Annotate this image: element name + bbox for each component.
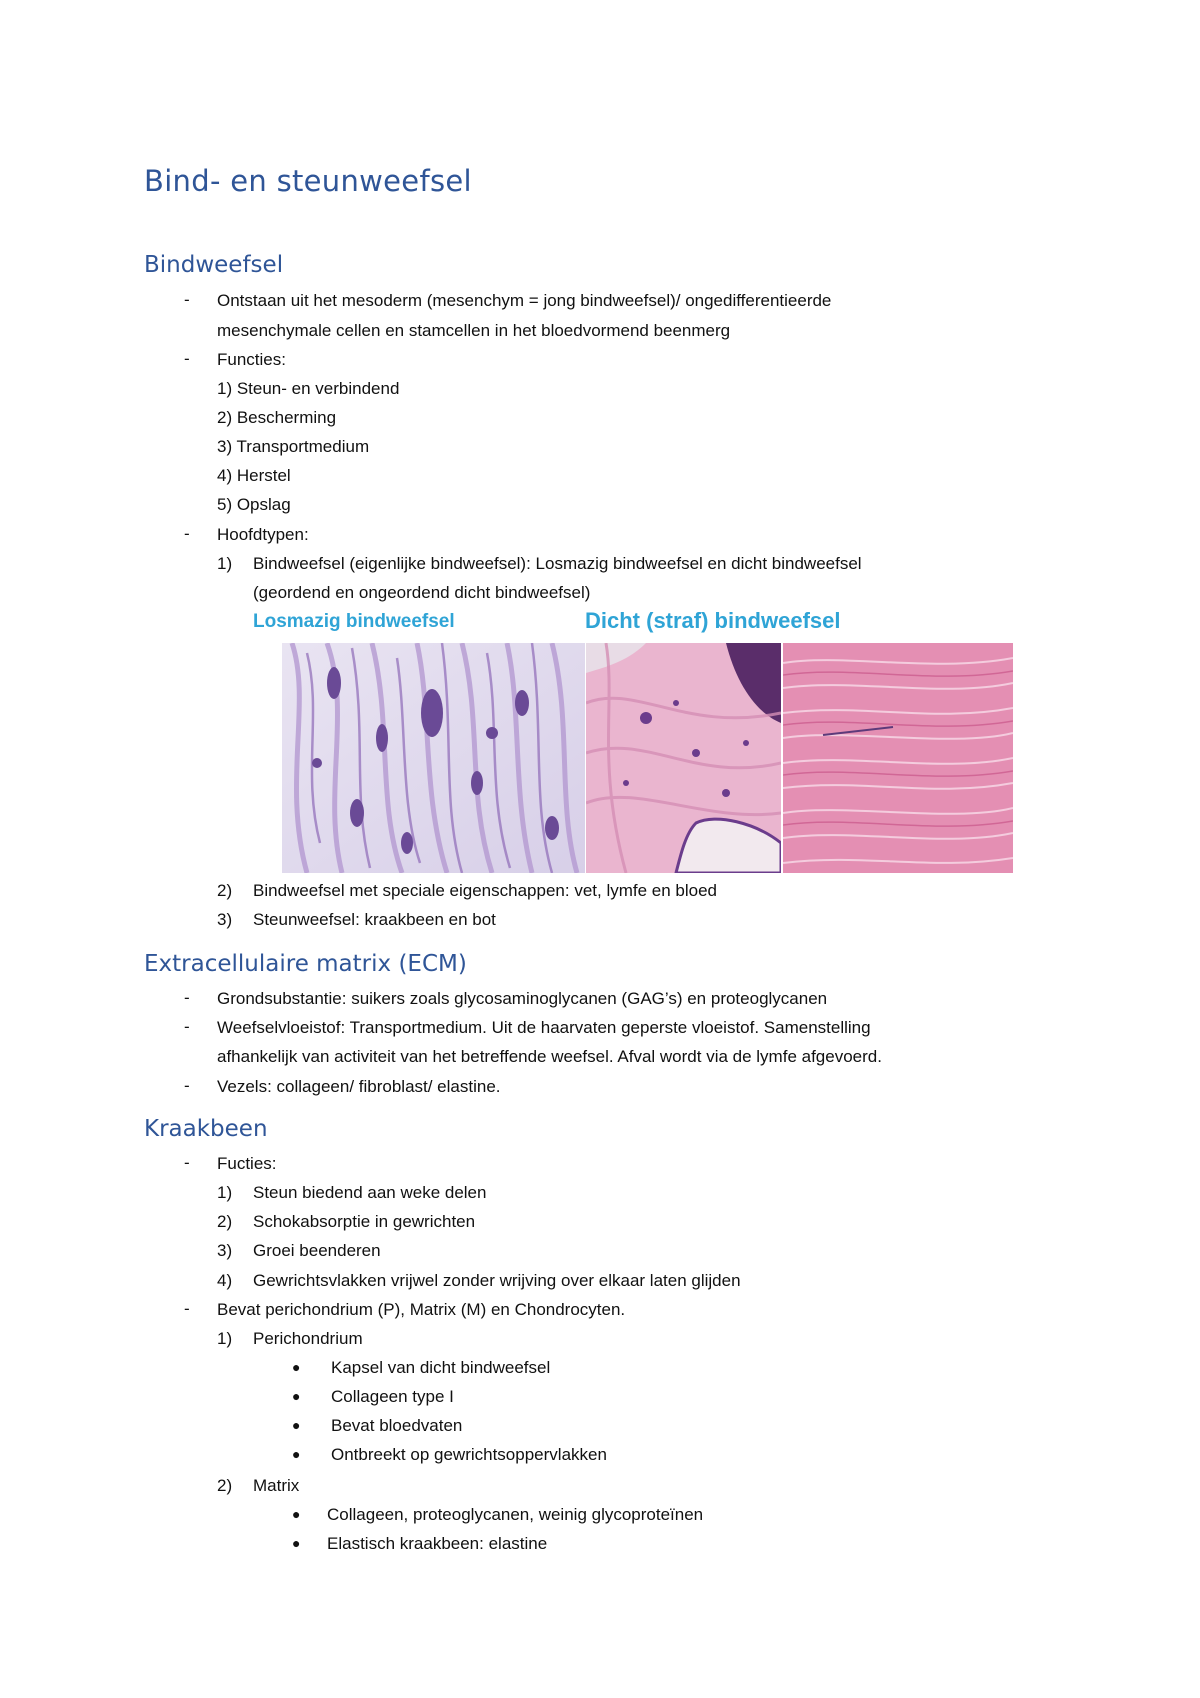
list-item: Ontstaan uit het mesoderm (mesenchym = jong bindweefsel)/ ongedifferentieerde	[217, 291, 832, 310]
subsection-label: Matrix	[253, 1476, 300, 1495]
list-number: 3)	[217, 1241, 233, 1260]
list-item: Fucties:	[217, 1154, 277, 1173]
function-item: Groei beenderen	[253, 1241, 381, 1260]
list-number: 2)	[217, 1212, 233, 1231]
bullet: ●	[292, 1359, 301, 1375]
list-dash: -	[184, 1017, 190, 1036]
list-number: 2)	[217, 881, 233, 900]
image-caption-dense: Dicht (straf) bindweefsel	[585, 608, 841, 633]
list-dash: -	[184, 1076, 190, 1095]
list-dash: -	[184, 1153, 190, 1172]
list-dash: -	[184, 290, 190, 309]
bullet-item: Elastisch kraakbeen: elastine	[327, 1534, 548, 1553]
list-number: 1)	[217, 1183, 233, 1202]
bullet: ●	[292, 1446, 301, 1462]
list-number: 1)	[217, 1329, 233, 1348]
image-caption-loose: Losmazig bindweefsel	[253, 611, 455, 632]
function-item: Schokabsorptie in gewrichten	[253, 1212, 476, 1231]
heading-ecm: Extracellulaire matrix (ECM)	[144, 951, 467, 977]
bullet-item: Ontbreekt op gewrichtsoppervlakken	[331, 1445, 607, 1464]
function-item: Gewrichtsvlakken vrijwel zonder wrijving over elkaar laten glijden	[253, 1271, 741, 1290]
list-item: Vezels: collageen/ fibroblast/ elastine.	[217, 1077, 501, 1096]
bullet: ●	[292, 1506, 301, 1522]
histology-image-loose	[282, 643, 585, 873]
list-item: Bevat perichondrium (P), Matrix (M) en Chondrocyten.	[217, 1300, 626, 1319]
bullet: ●	[292, 1535, 301, 1551]
list-item: Hoofdtypen:	[217, 525, 309, 544]
bullet-item: Collageen type I	[331, 1387, 454, 1406]
heading-bindweefsel: Bindweefsel	[144, 252, 284, 278]
document-title: Bind- en steunweefsel	[144, 164, 472, 198]
list-dash: -	[184, 349, 190, 368]
function-item: 4) Herstel	[217, 466, 291, 485]
list-number: 3)	[217, 910, 233, 929]
heading-kraakbeen: Kraakbeen	[144, 1116, 268, 1142]
histology-image-dense-regular	[783, 643, 1013, 873]
list-number: 1)	[217, 554, 233, 573]
list-item: Functies:	[217, 350, 286, 369]
function-item: 2) Bescherming	[217, 408, 337, 427]
bullet-item: Collageen, proteoglycanen, weinig glycoproteïnen	[327, 1505, 704, 1524]
type-item-continuation: (geordend en ongeordend dicht bindweefsel)	[253, 583, 591, 602]
list-dash: -	[184, 524, 190, 543]
list-item-continuation: mesenchymale cellen en stamcellen in het bloedvormend beenmerg	[217, 321, 731, 340]
list-item-continuation: afhankelijk van activiteit van het betreffende weefsel. Afval wordt via de lymfe afgevoerd.	[217, 1047, 882, 1066]
bullet: ●	[292, 1417, 301, 1433]
bullet-item: Kapsel van dicht bindweefsel	[331, 1358, 551, 1377]
list-number: 4)	[217, 1271, 233, 1290]
function-item: 5) Opslag	[217, 495, 291, 514]
list-dash: -	[184, 1299, 190, 1318]
list-item: Weefselvloeistof: Transportmedium. Uit de haarvaten geperste vloeistof. Samenstelling	[217, 1018, 871, 1037]
type-item: Bindweefsel met speciale eigenschappen: vet, lymfe en bloed	[253, 881, 718, 900]
histology-image-dense-irregular	[586, 643, 781, 873]
subsection-label: Perichondrium	[253, 1329, 363, 1348]
type-item: Bindweefsel (eigenlijke bindweefsel): Losmazig bindweefsel en dicht bindweefsel	[253, 554, 862, 573]
bullet: ●	[292, 1388, 301, 1404]
bullet-item: Bevat bloedvaten	[331, 1416, 463, 1435]
function-item: 3) Transportmedium	[217, 437, 370, 456]
function-item: Steun biedend aan weke delen	[253, 1183, 487, 1202]
list-number: 2)	[217, 1476, 233, 1495]
type-item: Steunweefsel: kraakbeen en bot	[253, 910, 496, 929]
list-dash: -	[184, 988, 190, 1007]
list-item: Grondsubstantie: suikers zoals glycosaminoglycanen (GAG’s) en proteoglycanen	[217, 989, 828, 1008]
function-item: 1) Steun- en verbindend	[217, 379, 400, 398]
